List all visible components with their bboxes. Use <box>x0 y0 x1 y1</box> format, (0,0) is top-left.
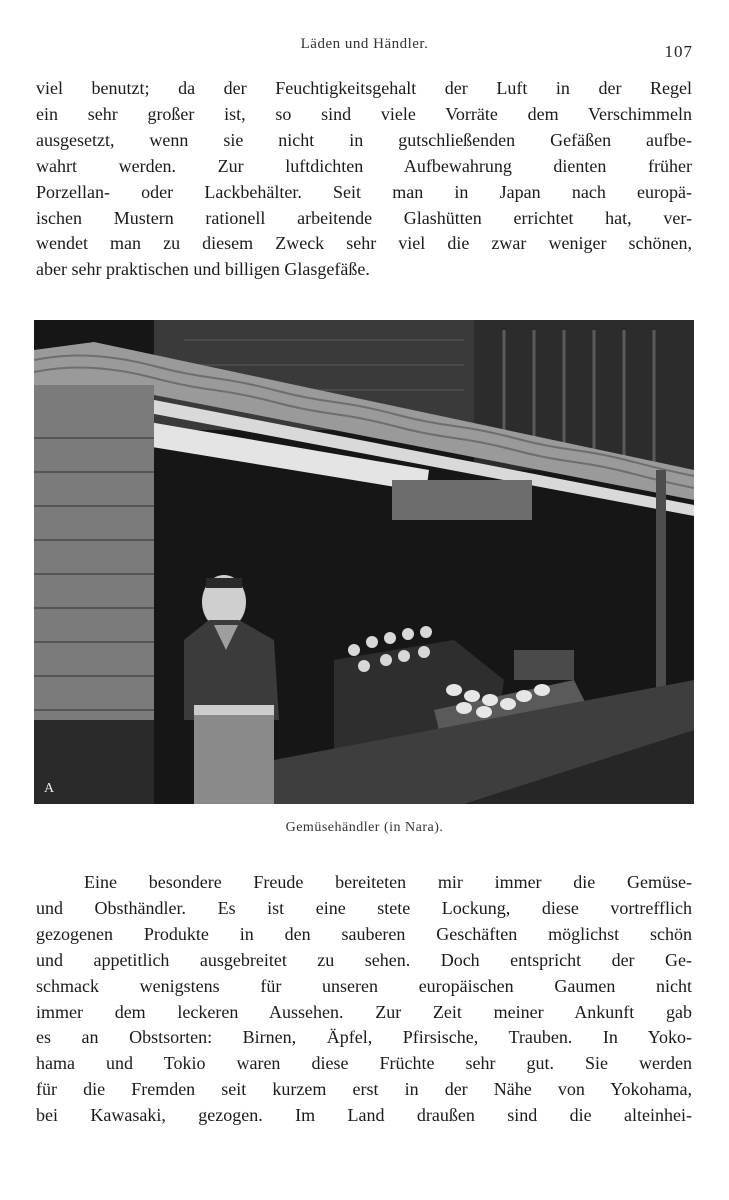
text-line: ischen Mustern rationell arbeitende Glashütten errichtet hat, ver- <box>36 207 692 228</box>
text-line: gezogenen Produkte in den sauberen Geschäften möglichst schön <box>36 923 692 944</box>
paragraph-bottom <box>36 870 692 1129</box>
photo-vegetable-seller <box>34 320 694 804</box>
page-number: 107 <box>664 42 693 61</box>
paragraph-top <box>36 76 692 283</box>
photo-mark: A <box>44 781 55 796</box>
text-line: bei Kawasaki, gezogen. Im Land draußen sind die alteinhei- <box>36 1105 692 1126</box>
text-line: es an Obstsorten: Birnen, Äpfel, Pfirsische, Trauben. In Yoko- <box>36 1027 692 1048</box>
text-line: wendet man zu diesem Zweck sehr viel die zwar weniger schönen, <box>36 233 692 254</box>
text-line: Porzellan- oder Lackbehälter. Seit man in Japan nach europä- <box>36 181 692 202</box>
text-line: Eine besondere Freude bereiteten mir immer die Gemüse- <box>84 872 692 892</box>
text-line: aber sehr praktischen und billigen Glasgefäße. <box>36 259 370 280</box>
text-line: wahrt werden. Zur luftdichten Aufbewahrung dienten früher <box>36 155 692 176</box>
text-line: und appetitlich ausgebreitet zu sehen. Doch entspricht der Ge- <box>36 949 692 970</box>
text-line: für die Fremden seit kurzem erst in der Nähe von Yokohama, <box>36 1079 692 1100</box>
text-line: ausgesetzt, wenn sie nicht in gutschließenden Gefäßen aufbe- <box>36 129 692 150</box>
text-line: immer dem leckeren Aussehen. Zur Zeit meiner Ankunft gab <box>36 1001 692 1022</box>
text-line: schmack wenigstens für unseren europäischen Gaumen nicht <box>36 975 692 996</box>
text-line: und Obsthändler. Es ist eine stete Lockung, diese vortrefflich <box>36 897 692 918</box>
photo-caption: Gemüsehändler (in Nara). <box>285 820 444 835</box>
text-line: viel benutzt; da der Feuchtigkeitsgehalt der Luft in der Regel <box>36 78 692 98</box>
text-line: hama und Tokio waren diese Früchte sehr gut. Sie werden <box>36 1053 692 1074</box>
running-head: Läden und Händler. <box>300 36 429 52</box>
text-line: ein sehr großer ist, so sind viele Vorräte dem Verschimmeln <box>36 103 692 124</box>
